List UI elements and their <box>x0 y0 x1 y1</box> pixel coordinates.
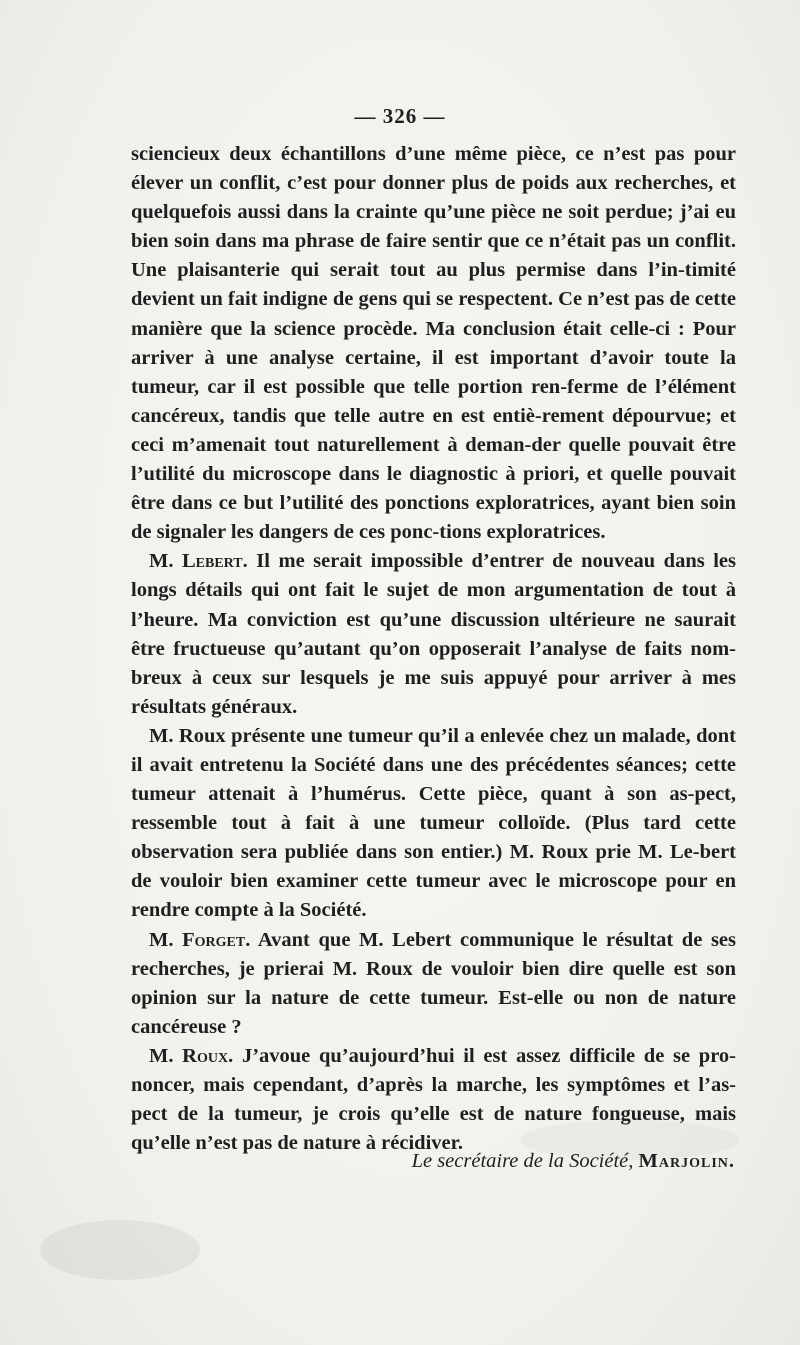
page-number: — 326 — <box>354 104 446 128</box>
body-text <box>131 140 736 1158</box>
paragraph-forget <box>131 926 736 1042</box>
signature-role: Le secrétaire de la Société, <box>411 1150 634 1172</box>
paragraph-text: Avant que M. Lebert communique le résultat de ses recherches, je prierai M. Roux de vouloir bien dire quelle est son opinion sur la nature de cette tumeur. Est-elle ou non de nature cancéreuse ? <box>131 928 737 1038</box>
signature <box>0 1150 735 1173</box>
speaker-name: M. Forget. <box>149 928 251 951</box>
paragraph-text: M. Roux présente une tumeur qu’il a enlevée chez un malade, dont il avait entretenu la Société dans une des précédentes séances; cette tumeur attenait à l’humérus. Cette pièce, quant à son as-pect, ressemble tout à fait à une tumeur colloïde. (Plus tard cette observation sera publiée dans son entier.) M. Roux prie M. Le-bert de vouloir bien examiner cette tumeur avec le microscope pour en rendre compte à la Société. <box>131 724 736 922</box>
paragraph-continuation <box>131 140 736 547</box>
paragraph-roux-presentation <box>131 722 736 926</box>
paragraph-text: sciencieux deux échantillons d’une même pièce, ce n’est pas pour élever un conflit, c’est pour donner plus de poids aux recherches, et quelquefois aussi dans la crainte qu’une pièce ne soit perdue; j’ai eu bien soin dans ma phrase de faire sentir que ce n’était pas un conflit. Une plaisanterie qui serait tout au plus permise dans l’in-timité devient un fait indigne de gens qui se respectent. Ce n’est pas de cette manière que la science procède. Ma conclusion était celle-ci : Pour arriver à une analyse certaine, il est important d’avoir toute la tumeur, car il est possible que telle portion ren-ferme de l’élément cancéreux, tandis que telle autre en est entiè-rement dépourvue; et ceci m’amenait tout naturellement à deman-der quelle pouvait être l’utilité du microscope dans le diagnostic à priori, et quelle pouvait être dans ce but l’utilité des ponctions exploratrices, ayant bien soin de signaler les dangers de ces ponc-tions exploratrices. <box>131 143 736 544</box>
paragraph-text: J’avoue qu’aujourd’hui il est assez difficile de se pro-noncer, mais cependant, d’après la marche, les symptômes et l’as-pect de la tumeur, je crois qu’elle est de nature fongueuse, mais qu’elle n’est pas de nature à récidiver. <box>131 1044 736 1155</box>
paragraph-roux-reply <box>131 1042 736 1158</box>
speaker-name: M. Lebert. <box>149 550 248 573</box>
paragraph-text: Il me serait impossible d’entrer de nouveau dans les longs détails qui ont fait le sujet de mon argumentation de tout à l’heure. Ma conviction est qu’une discussion ultérieure ne saurait être fructueuse qu’autant qu’on opposerait l’analyse de faits nom-breux à ceux sur lesquels je me suis appuyé pour arriver à mes résultats généraux. <box>131 550 736 718</box>
page-stain <box>40 1220 200 1280</box>
paragraph-lebert <box>131 547 736 722</box>
speaker-name: M. Roux. <box>149 1044 234 1067</box>
signature-name: Marjolin. <box>638 1150 735 1172</box>
